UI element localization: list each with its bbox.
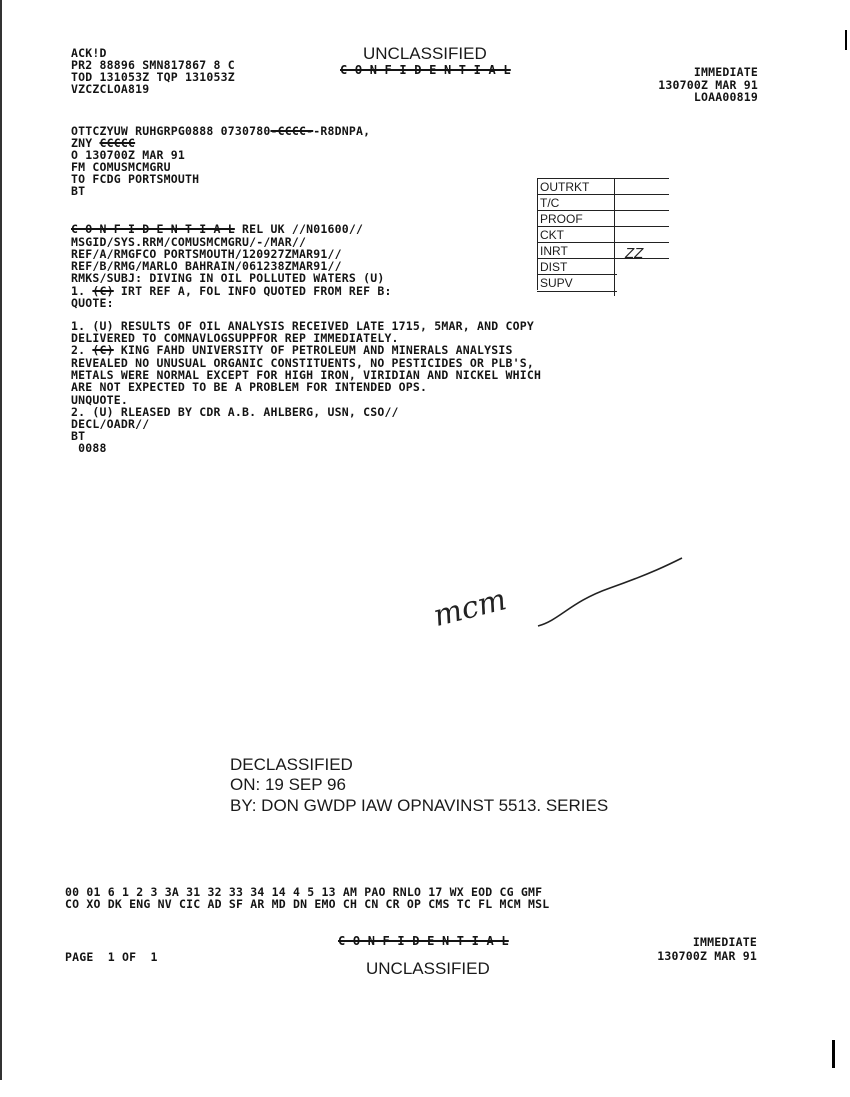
- end-bt-line: BT: [71, 429, 86, 443]
- stamp-label-proof: PROOF: [540, 212, 583, 226]
- header-line-4: VZCZCLOA819: [71, 82, 150, 96]
- routing-line-2: ZNY CCCCC: [71, 136, 136, 150]
- quote-para-2-line-4: ARE NOT EXPECTED TO BE A PROBLEM FOR INTENDED OPS.: [71, 380, 428, 394]
- footer-struck-classification: C O N F I D E N T I A L: [338, 934, 509, 948]
- top-classification: UNCLASSIFIED: [363, 44, 487, 63]
- footer-dtg: 130700Z MAR 91: [657, 949, 757, 963]
- declassified-line: DECLASSIFIED: [230, 755, 353, 774]
- stamp-inrt-mark: ZZ: [625, 245, 644, 262]
- routing-line-1: OTTCZYUW RUHGRPG0888 0730780-CCCC--R8DNPA,: [71, 124, 371, 138]
- header-line-3: TOD 131053Z TQP 131053Z: [71, 70, 235, 84]
- top-struck-classification: C O N F I D E N T I A L: [340, 63, 511, 77]
- distribution-line-1: 00 01 6 1 2 3 3A 31 32 33 34 14 4 5 13 AM PAO RNLO 17 WX EOD CG GMF: [65, 885, 543, 899]
- footer-page-label: PAGE 1 OF 1: [65, 950, 158, 964]
- routing-line-bt: BT: [71, 184, 86, 198]
- ref-a-line: REF/A/RMGFCO PORTSMOUTH/120927ZMAR91//: [71, 247, 342, 261]
- stamp-label-supv: SUPV: [540, 276, 573, 290]
- msgid-line: MSGID/SYS.RRM/COMUSMCMGRU/-/MAR//: [71, 235, 307, 249]
- scan-edge-bottom: [832, 1040, 835, 1068]
- stamp-label-inrt: INRT: [540, 244, 568, 258]
- body-classification-line: C O N F I D E N T I A L REL UK //N01600//: [71, 222, 364, 236]
- release-line: 2. (U) RLEASED BY CDR A.B. AHLBERG, USN, CSO//: [71, 405, 399, 419]
- header-line-1: ACK!D: [71, 46, 107, 60]
- message-number-line: 0088: [71, 441, 107, 455]
- subject-line: RMKS/SUBJ: DIVING IN OIL POLLUTED WATERS (U): [71, 271, 385, 285]
- quote-para-2-line-2: REVEALED NO UNUSUAL ORGANIC CONSTITUENTS, NO PESTICIDES OR PLB'S,: [71, 356, 535, 370]
- routing-line-from: FM COMUSMCMGRU: [71, 160, 171, 174]
- quote-para-1-line-1: 1. (U) RESULTS OF OIL ANALYSIS RECEIVED LATE 1715, 5MAR, AND COPY: [71, 319, 535, 333]
- scan-edge-left: [0, 0, 2, 1080]
- header-line-2: PR2 88896 SMN817867 8 C: [71, 58, 235, 72]
- quote-para-1-line-2: DELIVERED TO COMNAVLOGSUPPFOR REP IMMEDIATELY.: [71, 331, 399, 345]
- stamp-label-tc: T/C: [540, 196, 560, 210]
- stamp-label-dist: DIST: [540, 260, 568, 274]
- routing-line-3: O 130700Z MAR 91: [71, 148, 185, 162]
- header-precedence: IMMEDIATE: [693, 65, 758, 79]
- distribution-line-2: CO XO DK ENG NV CIC AD SF AR MD DN EMO CH CN CR OP CMS TC FL MCM MSL: [65, 897, 550, 911]
- quote-close: UNQUOTE.: [71, 393, 128, 407]
- quote-open: QUOTE:: [71, 296, 114, 310]
- stamp-label-outrkt: OUTRKT: [540, 180, 590, 194]
- handwritten-stroke: [530, 550, 690, 640]
- footer-classification: UNCLASSIFIED: [366, 959, 490, 978]
- declassified-on-line: ON: 19 SEP 96: [230, 775, 346, 794]
- header-dtg: 130700Z MAR 91: [658, 78, 758, 92]
- footer-precedence: IMMEDIATE: [692, 935, 757, 949]
- quote-para-2-line-1: 2. (C) KING FAHD UNIVERSITY OF PETROLEUM AND MINERALS ANALYSIS: [71, 343, 513, 357]
- decl-line: DECL/OADR//: [71, 417, 150, 431]
- quote-para-2-line-3: METALS WERE NORMAL EXCEPT FOR HIGH IRON, VIRIDIAN AND NICKEL WHICH: [71, 368, 542, 382]
- routing-line-to: TO FCDG PORTSMOUTH: [71, 172, 200, 186]
- para-1-line: 1. (C) IRT REF A, FOL INFO QUOTED FROM REF B:: [71, 284, 392, 298]
- stamp-label-ckt: CKT: [540, 228, 564, 242]
- scan-edge-top: [845, 30, 847, 50]
- handwritten-initials: mcm: [430, 582, 510, 634]
- declassified-by-line: BY: DON GWDP IAW OPNAVINST 5513. SERIES: [230, 796, 609, 815]
- routing-stamp: [537, 178, 669, 296]
- header-local-number: LOAA00819: [693, 90, 758, 104]
- ref-b-line: REF/B/RMG/MARLO BAHRAIN/061238ZMAR91//: [71, 259, 342, 273]
